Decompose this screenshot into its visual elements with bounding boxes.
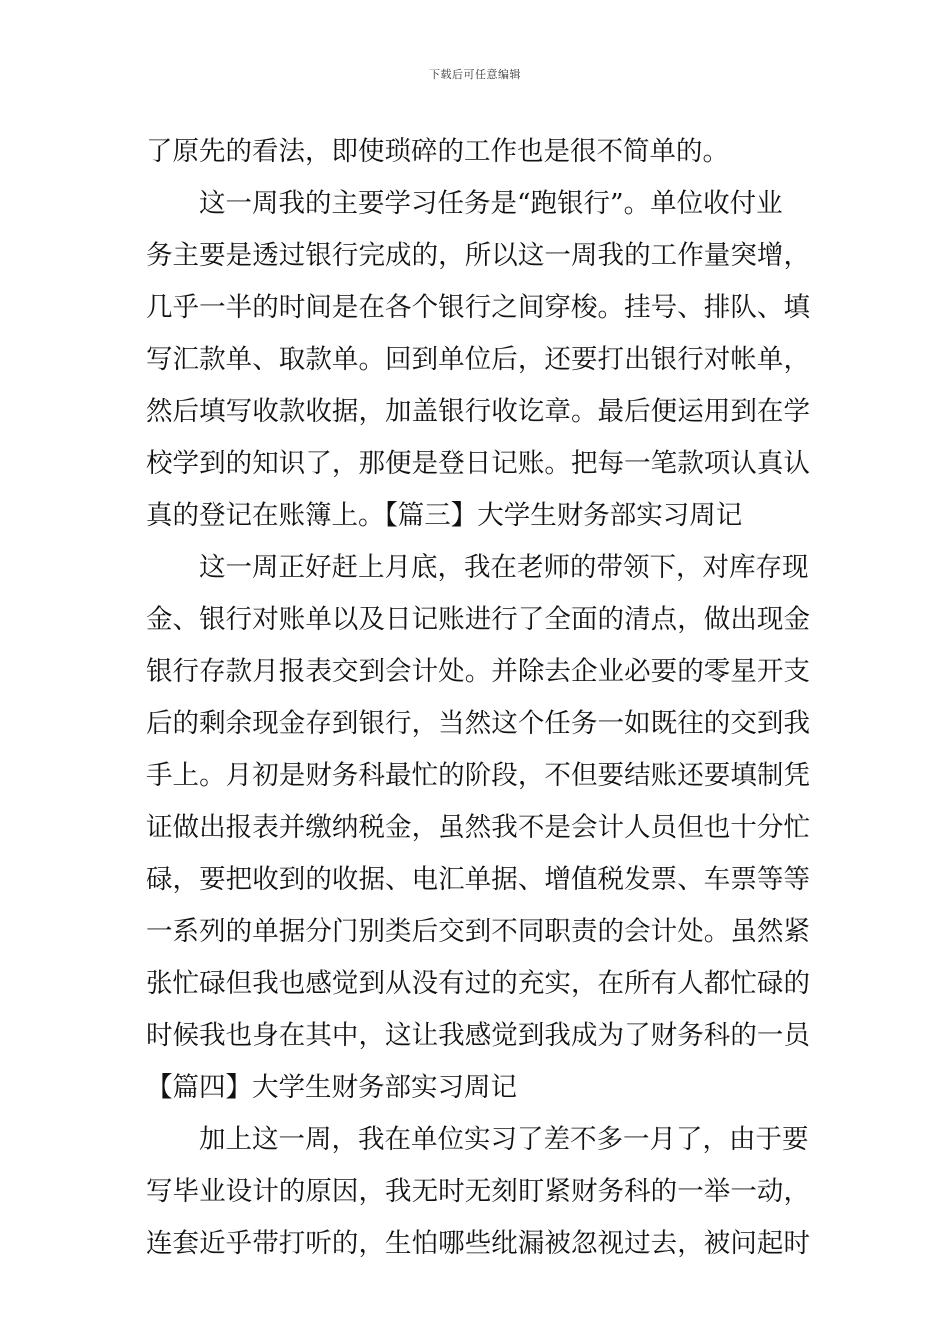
text-line: 连套近乎带打听的，生怕哪些纰漏被忽视过去，被问起时 <box>146 1228 810 1259</box>
text-line: 后的剩余现金存到银行，当然这个任务一如既往的交到我 <box>146 708 810 739</box>
text-line: 这一周我的主要学习任务是“跑银行”。单位收付业 <box>199 188 783 219</box>
body-text <box>146 126 810 1270</box>
text-line: 张忙碌但我也感觉到从没有过的充实，在所有人都忙碌的 <box>146 968 810 999</box>
text-line: 手上。月初是财务科最忙的阶段，不但要结账还要填制凭 <box>146 760 810 791</box>
text-line: 校学到的知识了，那便是登日记账。把每一笔款项认真认 <box>146 448 810 479</box>
text-line: 加上这一周，我在单位实习了差不多一月了，由于要 <box>199 1124 809 1155</box>
text-line: 【篇四】大学生财务部实习周记 <box>146 1072 517 1103</box>
header-note: 下载后可任意编辑 <box>429 68 521 81</box>
text-line: 金、银行对账单以及日记账进行了全面的清点，做出现金 <box>146 604 810 635</box>
text-line: 几乎一半的时间是在各个银行之间穿梭。挂号、排队、填 <box>146 292 810 323</box>
text-line: 碌，要把收到的收据、电汇单据、增值税发票、车票等等 <box>146 864 810 895</box>
text-line: 时候我也身在其中，这让我感觉到我成为了财务科的一员 <box>146 1020 810 1051</box>
text-line: 务主要是透过银行完成的，所以这一周我的工作量突增， <box>146 240 810 271</box>
text-line: 证做出报表并缴纳税金，虽然我不是会计人员但也十分忙 <box>146 812 810 843</box>
text-line: 然后填写收款收据，加盖银行收讫章。最后便运用到在学 <box>146 396 810 427</box>
text-line: 写汇款单、取款单。回到单位后，还要打出银行对帐单， <box>146 344 810 375</box>
text-line: 这一周正好赶上月底，我在老师的带领下，对库存现 <box>199 552 809 583</box>
text-line: 一系列的单据分门别类后交到不同职责的会计处。虽然紧 <box>146 916 810 947</box>
text-line: 写毕业设计的原因，我无时无刻盯紧财务科的一举一动， <box>146 1176 810 1207</box>
text-line: 真的登记在账簿上。【篇三】大学生财务部实习周记 <box>146 500 743 531</box>
text-line: 了原先的看法，即使琐碎的工作也是很不简单的。 <box>146 136 729 167</box>
text-line: 银行存款月报表交到会计处。并除去企业必要的零星开支 <box>146 656 810 687</box>
